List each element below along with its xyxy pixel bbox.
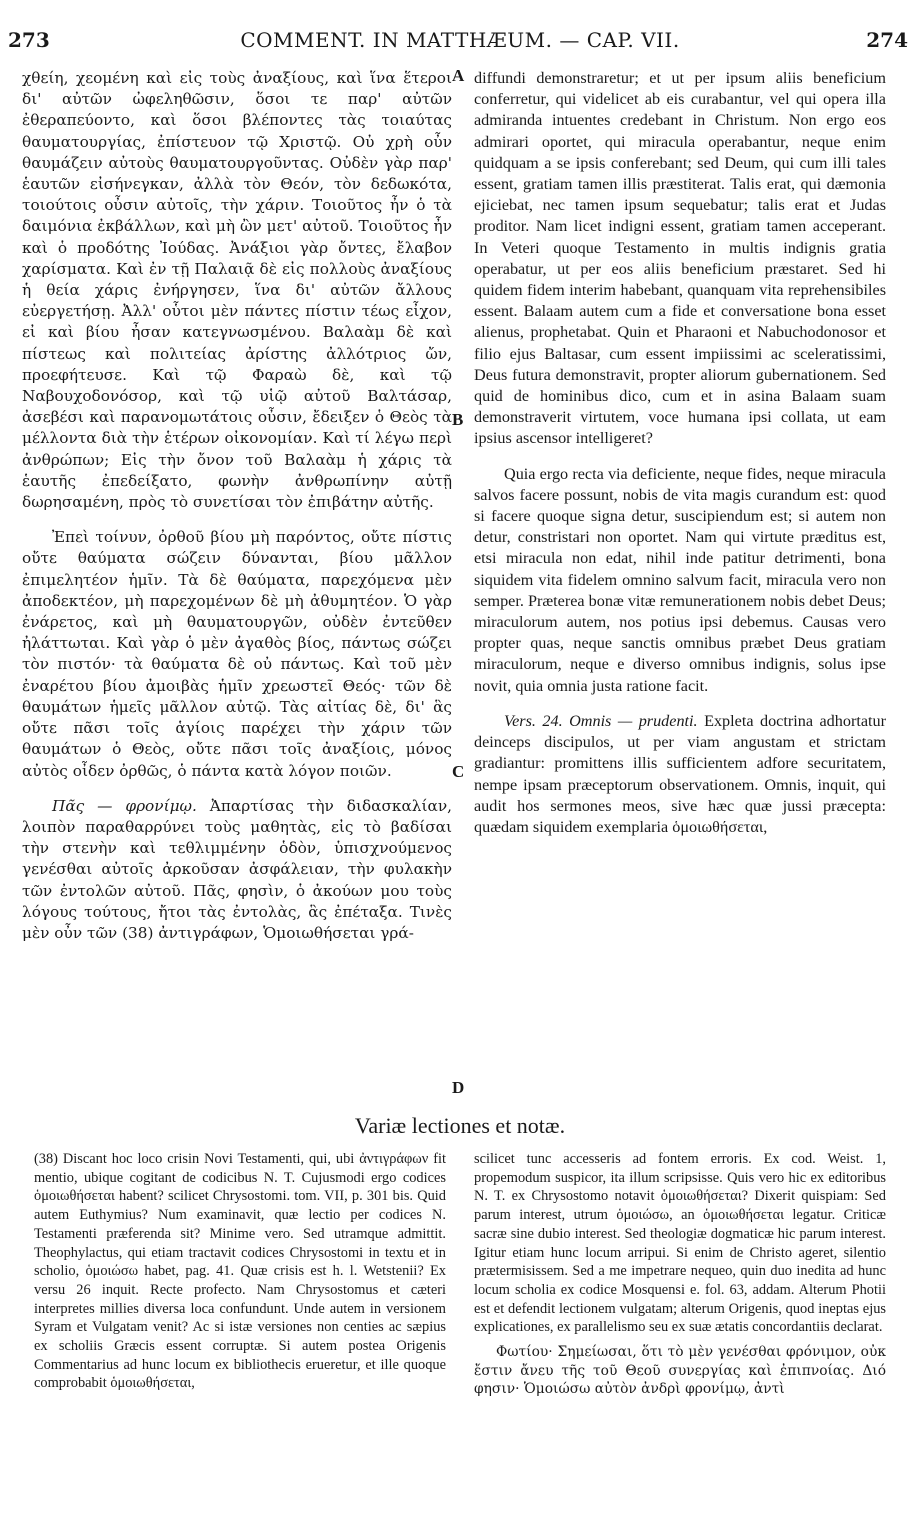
section-marker-b: B	[452, 410, 464, 429]
running-title: COMMENT. IN MATTHÆUM. — CAP. VII.	[240, 28, 680, 52]
page-header	[0, 28, 920, 62]
notes-title: Variæ lectiones et notæ.	[354, 1113, 566, 1138]
greek-lemma: Πᾶς — φρονίμῳ.	[52, 796, 197, 815]
greek-paragraph-1: χθείη, χεομένη καὶ εἰς τοὺς ἀναξίους, καὶ ἵνα ἕτεροι δι' αὐτῶν ὠφεληθῶσιν, ὅσοι τε παρ' αὐτῶν ἐθεραπεύοντο, καὶ ὅσοι βλέποντες τὰς τοιαύτας θαυματουργίας, ἐπίστευον τῷ Χριστῷ. Οὐ χρὴ οὖν θαυμάζειν αὐτοὺς θαυματουργοῦντας. Οὐδὲν γὰρ παρ' ἑαυτῶν εἰσήνεγκαν, ἀλλὰ τὸν Θεόν, τὸν δεδωκότα, τοιούτοις οὖσιν αὐτοῖς, τὴν χάριν. Τοιοῦτος ἦν ὁ τὰ δαιμόνια ἐκβάλλων, καὶ μὴ ὢν μετ' αὐτοῦ. Τοιοῦτος ἦν καὶ ὁ προδότης Ἰούδας. Ἀνάξιοι γὰρ ὄντες, ἔλαβον χαρίσματα. Καὶ ἐν τῇ Παλαιᾷ δὲ εἰς πολλοὺς ἀναξίους ἡ θεία χάρις ἐνήργησεν, ἵνα δι' αὐτῶν ἄλλους εὐεργετήσῃ. Ἀλλ' οὗτοι μὲν πάντες πίστιν τέως εἶχον, εἰ καὶ βίου ἦσαν κατεγνωσμένου. Βαλαὰμ δὲ καὶ πίστεως καὶ πολιτείας ἀρίστης ἀλλότριος ὤν, προεφήτευσε. Καὶ τῷ Φαραὼ δὲ, καὶ τῷ Ναβουχοδονόσορ, καὶ τῷ υἱῷ αὐτοῦ Βαλτάσαρ, ἀσεβέσι καὶ παρανομωτάτοις οὖσιν, ἔδειξεν ὁ Θεὸς τὰ μέλλοντα διὰ τὴν ἑτέρων οἰκονομίαν. Καὶ τί λέγω περὶ ἀνθρώπων; Εἰς τὴν ὄνον τοῦ Βαλαὰμ ἡ χάρις τὰ ἑαυτῆς ἐπεδείξατο, φωνὴν ἀνθρωπίνην αὐτῇ δωρησαμένη, πρὸς τὸ συνετίσαι τὸν ἐπιβάτην αὐτῆς.	[22, 69, 452, 512]
notes-left-column	[34, 1150, 446, 1399]
latin-paragraph-3-text: Expleta doctrina adhortatur deinceps discipulos, ut per viam angustam et strictam gradiantur: promittens illis sufficientem adfore securitatem, nempe ipsam præceptorum observationem. Omnis, inquit, qui audit hos sermones meos, sive hæc quæ jussi præcepta: quædam siquidem exemplaria ὁμοιωθήσεται,	[474, 711, 886, 836]
photius-scholion: Φωτίου· Σημείωσαι, ὅτι τὸ μὲν γενέσθαι φρόνιμον, οὐκ ἔστιν ἄνευ τῆς τοῦ Θεοῦ συνεργίας καὶ ἐπιπνοίας. Διό φησιν· Ὁμοιώσω αὐτὸν ἀνδρὶ φρονίμῳ, ἀντὶ	[474, 1344, 886, 1398]
latin-column	[474, 68, 886, 852]
notes-right-column	[474, 1150, 886, 1405]
greek-paragraph-3-text: Ἀπαρτίσας τὴν διδασκαλίαν, λοιπὸν παραθαρρύνει τοὺς μαθητὰς, εἰς τὸ βαδίσαι τὴν στενὴν καὶ τεθλιμμένην ὁδὸν, ὑπισχνούμενος γενέσθαι αὐτοῖς ἀρκοῦσαν ἀσφάλειαν, τὴν φυλακὴν τῶν ἐντολῶν αὐτοῦ. Πᾶς, φησὶν, ὁ ἀκούων μου τοὺς λόγους τούτους, ἤτοι τὰς ἐντολὰς, ἃς ἐπέταξα. Τινὲς μὲν οὖν τῶν (38) ἀντιγράφων, Ὁμοιωθήσεται γρά-	[22, 796, 452, 942]
section-marker-a: A	[452, 66, 465, 85]
latin-lemma: Vers. 24. Omnis — prudenti.	[504, 711, 698, 730]
page-number-right: 274	[866, 28, 908, 52]
section-marker-d: D	[452, 1078, 465, 1097]
latin-paragraph-2: Quia ergo recta via deficiente, neque fides, neque miracula salvos facere possunt, nobis de vita magis curandum est: quod si facere quoque signa detur, suscipiendum est; si autem non detur, constristari non oportet. Nam qui virtute præditus est, etsi miracula non edat, nihil inde patitur detrimenti, bona siquidem vita fidelem omnino salvum facit, miracula vero non semper. Præterea bonæ vitæ remunerationem nobis debet Deus; miraculorum autem, nos potius ipsi debemus. Causas vero propter quas, neque sanctis omnibus præbet Deus gratiam miraculorum, neque e diverso omnibus indignis, solus ipse novit, quia omnia justa ratione facit.	[474, 464, 886, 695]
note-38-continued: scilicet tunc accesseris ad fontem erroris. Ex cod. Weist. 1, propemodum suspicor, ita illum scripsisse. Quis vero hic ex editoribus N. T. ex Chrysostomo notavit ὁμοιωθήσεται? Dixerit quispiam: Sed parum interest, utrum ὁμοιώσω, an ὁμοιωθήσεται legatur. Criticæ sacræ sine dubio interest. Sed theologiæ dogmaticæ hic parum interest. Igitur etiam hunc locum arripui. Si enim de Christo ageret, silentio prætermisissem. Sed a me impetrare nequeo, quin duo inedita ad hunc locum scholia ex codice Mosquensi e. fol. 63, addam. Alterum Photii est et defendit lectionem vulgatam; alterum Origenis, quod ineptas ejus explicationes, ex parallelismo seu ex suæ ætatis concordantiis declarat.	[474, 1151, 886, 1336]
section-marker-c: C	[452, 762, 465, 781]
greek-paragraph-3	[22, 796, 452, 944]
page-number-left: 273	[8, 28, 50, 52]
greek-column	[22, 68, 452, 958]
latin-paragraph-1: diffundi demonstraretur; et ut per ipsum aliis beneficium conferretur, qui videlicet ab eis curabantur, vel qui opera illa admiranda intuentes credebant in Christum. Non ergo eos admirari oportet, qui miracula operabantur, neque enim quidquam a se ipsis conferebant; sed Deum, qui cum illi tales essent, gratiam tamen illis præstiterat. Talis erat, qui dæmonia ejiciebat, nec tamen ipsum sequebatur; talis erat et Judas proditor. Nam licet indigni essent, gratiam tamen acceperant. In Veteri quoque Testamento in multis indignis gratia operabatur, ut per eos aliis beneficium præstaret. Sed hi quidem fidem interim habebant, quanquam vita reprehensibiles essent. Balaam autem cum a fide et conversatione bona esset alienus, prophetabat. Quin et Pharaoni et Nabuchodonosor et filio ejus Baltasar, cum essent impiissimi ac sceleratissimi, Deus futura demonstravit, propter aliorum gubernationem. Sed quid de hominibus dico, cum et in asina Balaam suam demonstraverit virtutem, voce humana ipsi collata, ut eam ipsius ascensor intelligeret?	[474, 69, 886, 448]
greek-paragraph-2: Ἐπεὶ τοίνυν, ὀρθοῦ βίου μὴ παρόντος, οὔτε πίστις οὔτε θαύματα σώζειν δύνανται, βίου μᾶλλον ἐπιμελητέον ἡμῖν. Τὰ δὲ θαύματα, παρεχόμενα μὲν ἀποδεκτέον, μὴ παρεχομένων δὲ μὴ ἀθυμητέον. Ὁ γὰρ ἐνάρετος, καὶ μὴ θαυματουργῶν, οὐδὲν ἐντεῦθεν ἠλάττωται. Καὶ γὰρ ὁ μὲν ἀγαθὸς βίος, πάντως σώζει τὸν πιστόν· τὰ θαύματα δὲ οὐ πάντως. Καὶ τοῦ μὲν ἐναρέτου βίου ἀμοιβὰς ἡμῖν χρεωστεῖ Θεός· τῶν δὲ θαυμάτων ἡμεῖς μᾶλλον αὐτῷ. Τὰς αἰτίας δὲ, δι' ἃς οὔτε πᾶσι τοῖς ἁγίοις παρέχει τὴν χάριν τῶν θαυμάτων ὁ Θεὸς, οὔτε πᾶσι τοῖς ἀναξίοις, μόνος αὐτὸς οἶδεν ὀρθῶς, ὁ πάντα κατὰ λόγον ποιῶν.	[22, 528, 452, 780]
latin-paragraph-3	[474, 711, 886, 838]
note-38: (38) Discant hoc loco crisin Novi Testamenti, qui, ubi ἀντιγράφων fit mentio, ubique cogitant de codicibus N. T. Cujusmodi ergo codices ὁμοιωθήσεται habent? scilicet Chrysostomi. tom. VII, p. 301 bis. Quid autem Euthymius? Num examinavit, quæ lectio per codices N. Testamenti præferenda sit? Minime vero. Sed utramque admittit. Theophylactus, qui etiam tractavit codices Chrysostomi in textu et in scholio, ὁμοιώσω habet, pag. 41. Quæ crisis est h. l. Wetstenii? Ex versu 26 inquit. Recte profecto. Nam Chrysostomus et cæteri interpretes millies diversa loca confundunt. Unde autem in versionem Syram et Vulgatam venit? Ac si istæ versiones non centies ac sæpius ex scholiis Græcis essent corruptæ. Si autem postea Origenis Commentarius ad hunc locum ex bibliothecis erueretur, et ille quoque comprobabit ὁμοιωθήσεται,	[34, 1151, 446, 1392]
